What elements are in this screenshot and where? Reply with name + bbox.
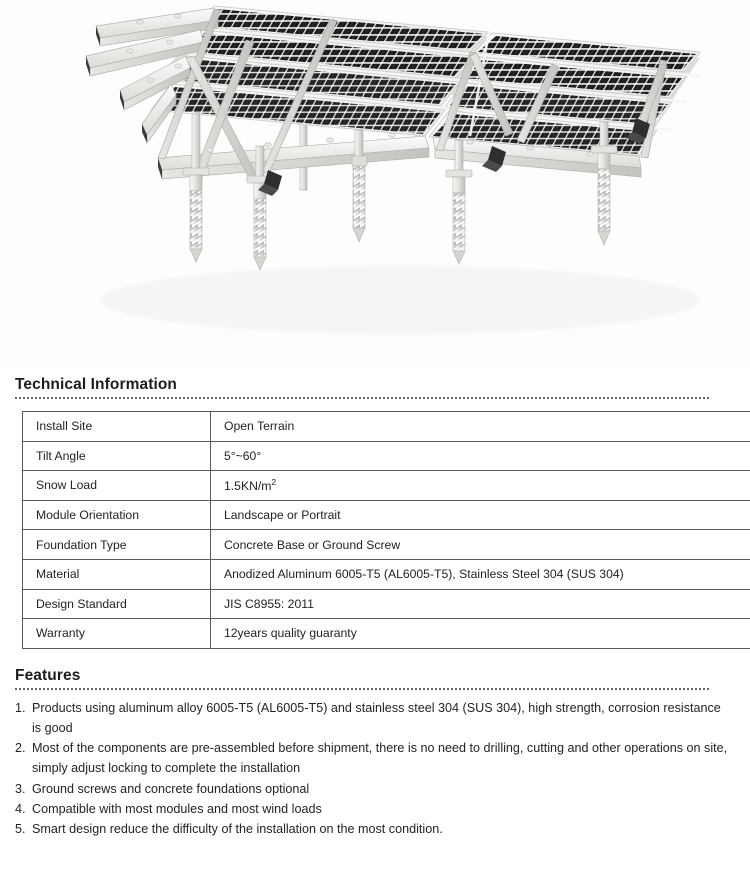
list-item-text: Smart design reduce the difficulty of the installation on the most condition. xyxy=(32,821,443,836)
list-item xyxy=(15,738,730,778)
table-row xyxy=(23,441,750,471)
list-item xyxy=(15,799,730,819)
features-dotted-divider xyxy=(15,688,709,690)
spec-value-text: 1.5KN/m xyxy=(224,479,272,494)
spec-key: Design Standard xyxy=(23,589,211,619)
spec-value: JIS C8955: 2011 xyxy=(211,589,750,619)
list-item-number: 3. xyxy=(15,781,26,796)
spec-value: Landscape or Portrait xyxy=(211,500,750,530)
technical-information-heading: Technical Information xyxy=(15,376,177,393)
list-item-text: Products using aluminum alloy 6005-T5 (AL6005-T5) and stainless steel 304 (SUS 304), high strength, corrosion resistance is good xyxy=(32,700,721,735)
list-item xyxy=(15,698,730,738)
heading-dotted-divider xyxy=(15,397,709,399)
product-render-image xyxy=(0,0,750,368)
spec-value: Open Terrain xyxy=(211,412,750,442)
features-heading: Features xyxy=(15,666,81,684)
spec-value xyxy=(211,471,750,501)
spec-value: 5°~60° xyxy=(211,441,750,471)
list-item-text: Compatible with most modules and most wind loads xyxy=(32,801,322,816)
technical-information-table xyxy=(22,411,750,649)
spec-table-wrapper xyxy=(0,402,750,649)
table-row xyxy=(23,530,750,560)
technical-information-section xyxy=(0,368,750,399)
list-item-number: 2. xyxy=(15,741,26,756)
features-section xyxy=(0,649,750,690)
table-row xyxy=(23,559,750,589)
list-item-text: Ground screws and concrete foundations optional xyxy=(32,781,310,796)
features-list xyxy=(15,698,730,839)
spec-value-superscript: 2 xyxy=(271,477,277,488)
spec-value: Concrete Base or Ground Screw xyxy=(211,530,750,560)
table-row xyxy=(23,589,750,619)
spec-key: Install Site xyxy=(23,412,211,442)
spec-value: 12years quality guaranty xyxy=(211,619,750,649)
list-item-number: 4. xyxy=(15,801,26,816)
list-item xyxy=(15,779,730,799)
table-row xyxy=(23,619,750,649)
spec-value: Anodized Aluminum 6005-T5 (AL6005-T5), Stainless Steel 304 (SUS 304) xyxy=(211,559,750,589)
spec-key: Material xyxy=(23,559,211,589)
spec-key: Tilt Angle xyxy=(23,441,211,471)
spec-key: Snow Load xyxy=(23,471,211,501)
list-item xyxy=(15,819,730,839)
spec-key: Warranty xyxy=(23,619,211,649)
table-row xyxy=(23,412,750,442)
solar-mount-illustration xyxy=(0,0,750,368)
features-list-wrapper xyxy=(0,693,750,839)
table-row xyxy=(23,471,750,501)
list-item-text: Most of the components are pre-assembled before shipment, there is no need to drilling, cutting and other operations on site, simply adjust locking to complete the installation xyxy=(32,741,728,776)
spec-key: Module Orientation xyxy=(23,500,211,530)
spec-key: Foundation Type xyxy=(23,530,211,560)
list-item-number: 5. xyxy=(15,821,26,836)
table-row xyxy=(23,500,750,530)
list-item-number: 1. xyxy=(15,700,26,715)
